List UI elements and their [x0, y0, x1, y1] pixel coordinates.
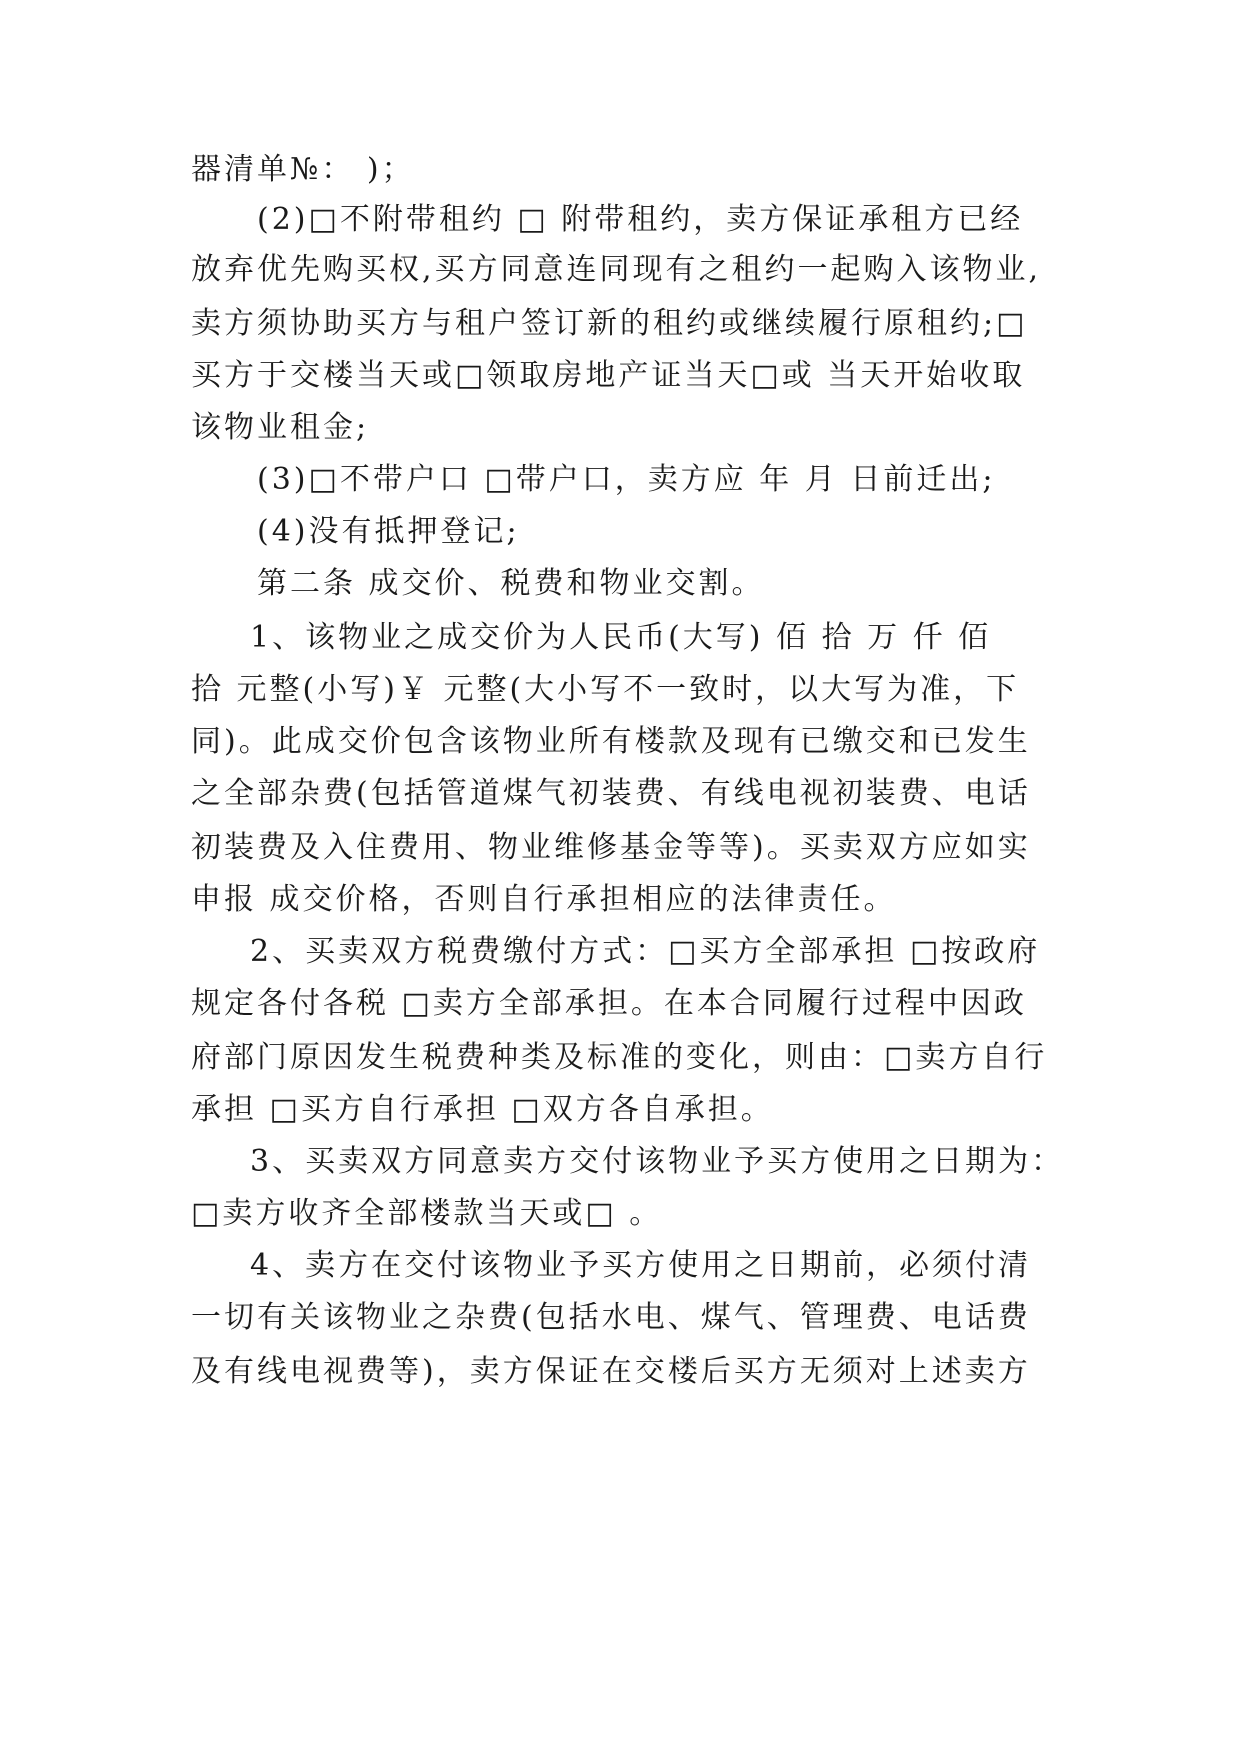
text-line: 3、买卖双方同意卖方交付该物业予买方使用之日期为：	[250, 1144, 1065, 1179]
text-line: 府部门原因发生税费种类及标准的变化，则由：□卖方自行	[191, 1040, 1048, 1075]
text-line: 卖方须协助买方与租户签订新的租约或继续履行原租约;□	[191, 306, 1028, 341]
text-line: 规定各付各税 □卖方全部承担。在本合同履行过程中因政	[191, 986, 1027, 1021]
text-line: 之全部杂费(包括管道煤气初装费、有线电视初装费、电话	[191, 776, 1031, 811]
text-line: (2)□不附带租约 □ 附带租约，卖方保证承租方已经	[257, 202, 1024, 237]
text-line: 同)。此成交价包含该物业所有楼款及现有已缴交和已发生	[191, 724, 1031, 759]
text-line: 1、该物业之成交价为人民币(大写) 佰 拾 万 仟 佰	[250, 620, 992, 655]
text-line: □卖方收齐全部楼款当天或□ 。	[191, 1196, 663, 1231]
text-line: 一切有关该物业之杂费(包括水电、煤气、管理费、电话费	[191, 1300, 1031, 1335]
text-line: (3)□不带户口 □带户口，卖方应 年 月 日前迁出;	[257, 462, 996, 497]
text-line: 初装费及入住费用、物业维修基金等等)。买卖双方应如实	[191, 830, 1031, 865]
text-line: 及有线电视费等)，卖方保证在交楼后买方无须对上述卖方	[191, 1354, 1031, 1389]
text-line: 买方于交楼当天或□领取房地产证当天□或 当天开始收取	[191, 358, 1026, 393]
text-line: 器清单№： )；	[191, 152, 415, 187]
text-line: 该物业租金;	[191, 410, 370, 445]
text-line: 拾 元整(小写)￥ 元整(大小写不一致时，以大写为准，下	[191, 672, 1020, 707]
text-line: 放弃优先购买权,买方同意连同现有之租约一起购入该物业,	[191, 252, 1042, 287]
section-heading: 第二条 成交价、税费和物业交割。	[257, 566, 765, 601]
text-line: (4)没有抵押登记;	[257, 514, 520, 549]
text-line: 2、买卖双方税费缴付方式：□买方全部承担 □按政府	[250, 934, 1041, 969]
text-line: 4、卖方在交付该物业予买方使用之日期前，必须付清	[250, 1248, 1032, 1283]
text-line: 申报 成交价格，否则自行承担相应的法律责任。	[191, 882, 897, 917]
text-line: 承担 □买方自行承担 □双方各自承担。	[191, 1092, 774, 1127]
